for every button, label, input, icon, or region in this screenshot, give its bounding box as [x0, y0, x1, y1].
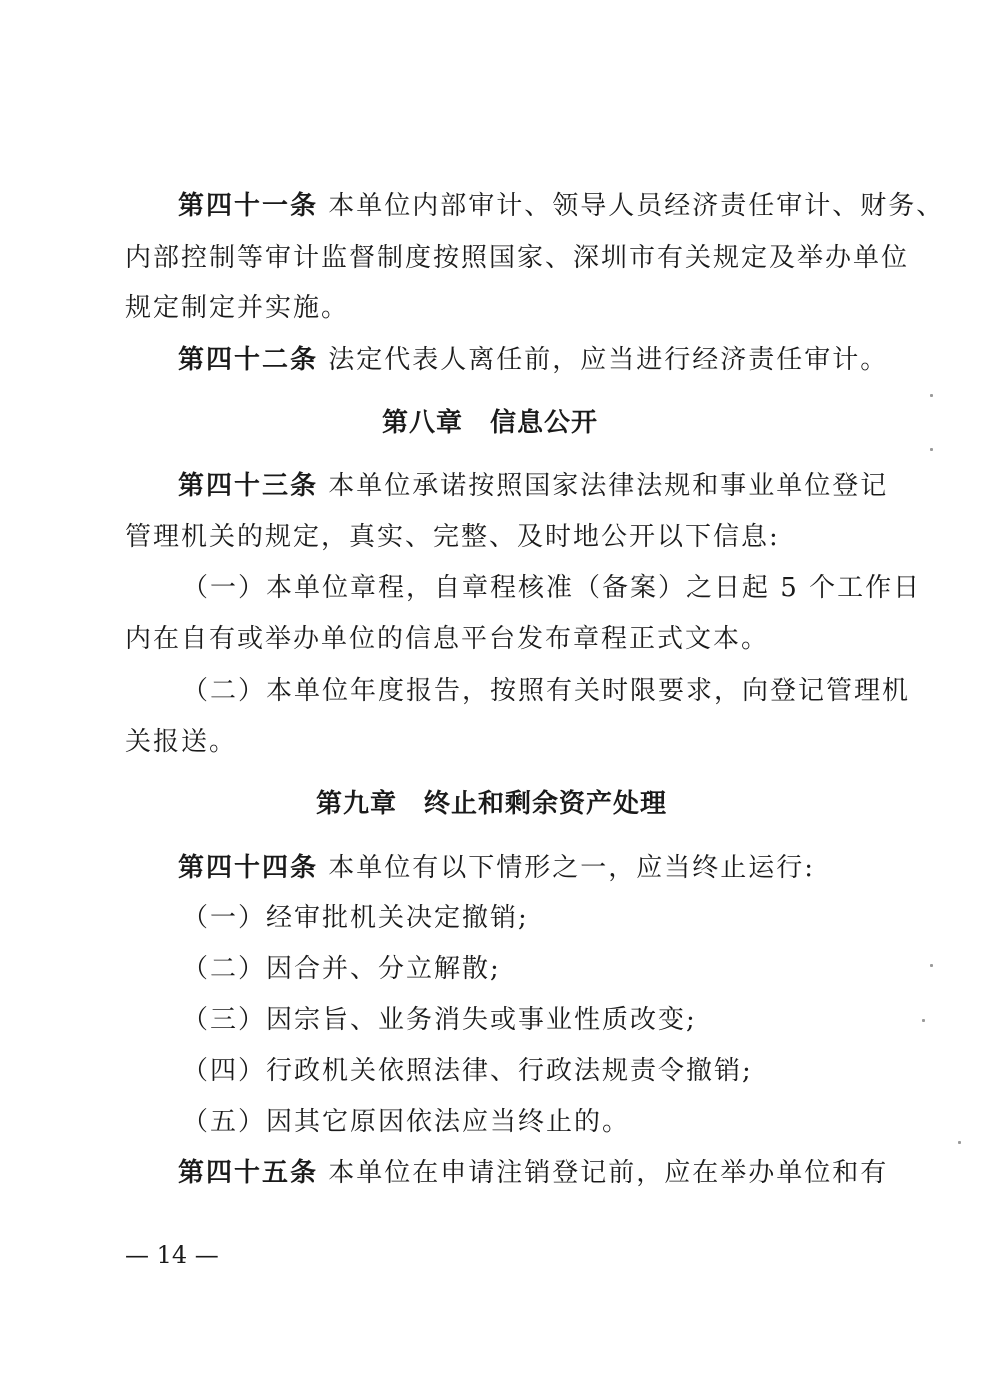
article-45-text: 本单位在申请注销登记前，应在举办单位和有 [328, 1158, 889, 1188]
article-42-text: 法定代表人离任前，应当进行经济责任审计。 [328, 345, 889, 375]
scan-speck [930, 448, 933, 451]
article-45-line [178, 1153, 888, 1193]
article-44-item: （五）因其它原因依法应当终止的。 [182, 1107, 631, 1137]
article-45-label: 第四十五条 [178, 1158, 319, 1188]
article-44-line [178, 848, 815, 888]
chapter-8-heading: 第八章 信息公开 [382, 408, 599, 438]
chapter-9-heading: 第九章 终止和剩余资产处理 [316, 789, 668, 819]
article-44-item: （一）经审批机关决定撤销; [182, 903, 529, 933]
article-42-label: 第四十二条 [178, 345, 319, 375]
article-44-label: 第四十四条 [178, 853, 319, 883]
article-42-line [178, 340, 888, 380]
article-43-item-2-line-1: （二）本单位年度报告，按照有关时限要求，向登记管理机 [182, 676, 911, 706]
article-41-text-1: 本单位内部审计、领导人员经济责任审计、财务、 [328, 191, 945, 221]
article-41-line-2: 内部控制等审计监督制度按照国家、深圳市有关规定及举办单位 [125, 243, 910, 273]
scan-speck [958, 1141, 961, 1144]
scan-speck [930, 964, 933, 967]
article-43-item-1-line-2: 内在自有或举办单位的信息平台发布章程正式文本。 [125, 624, 770, 654]
article-44-item: （三）因宗旨、业务消失或事业性质改变; [182, 1005, 697, 1035]
article-41-line-3: 规定制定并实施。 [125, 293, 350, 323]
scan-speck [922, 1019, 925, 1022]
article-43-item-1-line-1: （一）本单位章程，自章程核准（备案）之日起 5 个工作日 [182, 573, 922, 603]
page-number: — 14 — [125, 1241, 219, 1269]
article-44-item: （四）行政机关依照法律、行政法规责令撤销; [182, 1056, 753, 1086]
article-43-item-2-line-2: 关报送。 [125, 727, 238, 757]
scan-speck [930, 394, 933, 397]
article-44-item: （二）因合并、分立解散; [182, 954, 501, 984]
article-41-line-1 [178, 186, 944, 226]
article-43-label: 第四十三条 [178, 471, 319, 501]
article-43-line-1 [178, 466, 888, 506]
article-41-label: 第四十一条 [178, 191, 319, 221]
article-44-text: 本单位有以下情形之一，应当终止运行: [328, 853, 816, 883]
article-43-text-1: 本单位承诺按照国家法律法规和事业单位登记 [328, 471, 889, 501]
article-43-line-2: 管理机关的规定，真实、完整、及时地公开以下信息: [125, 522, 780, 552]
